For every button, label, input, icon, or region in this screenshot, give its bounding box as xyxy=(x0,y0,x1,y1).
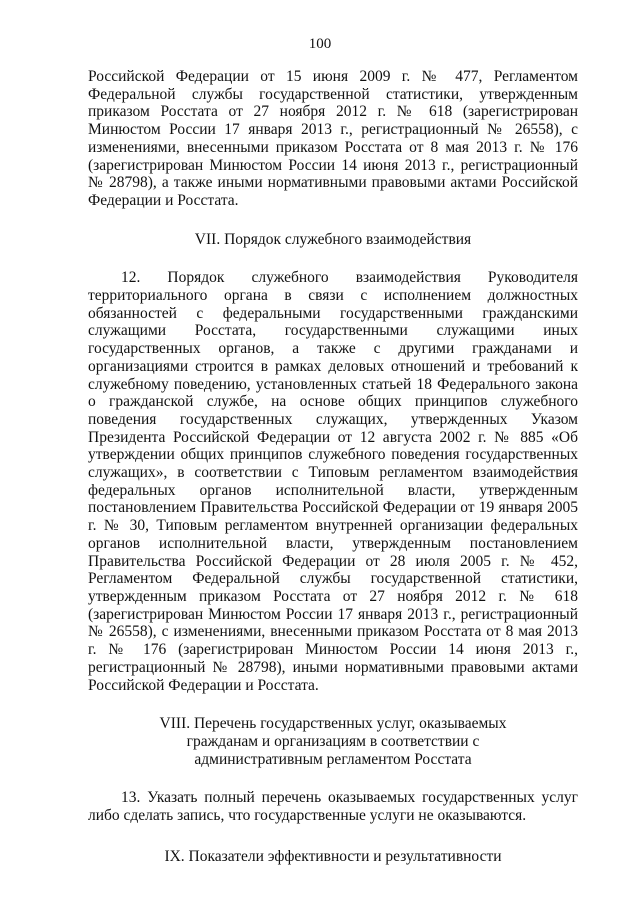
paragraph-12: 12. Порядок служебного взаимодействия Руководителя территориального органа в связи с исполнением должностных обязанностей с федеральными государственными гражданскими служащими Росстата, государственными служащими иных государственных органов, а также с другими гражданами и организациями строится в рамках деловых отношений и требований к служебному поведению, установленных статьей 18 Федерального закона о гражданской службе, на основе общих принципов служебного поведения государственных служащих, утвержденных Указом Президента Российской Федерации от 12 августа 2002 г. № 885 «Об утверждении общих принципов служебного поведения государственных служащих», в соответствии с Типовым регламентом взаимодействия федеральных органов исполнительной власти, утвержденным постановлением Правительства Российской Федерации от 19 января 2005 г. № 30, Типовым регламентом внутренней организации федеральных органов исполнительной власти, утвержденным постановлением Правительства Российской Федерации от 28 июля 2005 г. № 452, Регламентом Федеральной службы государственной статистики, утвержденным приказом Росстата от 27 ноября 2012 г. № 618 (зарегистрирован Минюстом России 17 января 2013 г., регистрационный № 26558), с изменениями, внесенными приказом Росстата от 8 мая 2013 г. № 176 (зарегистрирован Минюстом России 14 июня 2013 г., регистрационный № 28798), иными нормативными правовыми актами Российской Федерации и Росстата. xyxy=(88,269,578,694)
page-number: 100 xyxy=(308,36,332,52)
section-viii-heading: VIII. Перечень государственных услуг, оказываемых гражданам и организациям в соответствии с административным регламентом Росстата xyxy=(159,715,507,768)
section-vii-heading: VII. Порядок служебного взаимодействия xyxy=(194,230,472,248)
paragraph-13: 13. Указать полный перечень оказываемых государственных услуг либо сделать запись, что государственные услуги не оказываются. xyxy=(88,789,578,825)
section-ix-heading: IX. Показатели эффективности и результативности xyxy=(164,847,502,865)
document-body xyxy=(88,68,578,865)
continuation-paragraph: Российской Федерации от 15 июня 2009 г. № 477, Регламентом Федеральной службы государственной статистики, утвержденным приказом Росстата от 27 ноября 2012 г. № 618 (зарегистрирован Минюстом России 17 января 2013 г., регистрационный № 26558), с изменениями, внесенными приказом Росстата от 8 мая 2013 г. № 176 (зарегистрирован Минюстом России 14 июня 2013 г., регистрационный № 28798), а также иными нормативными правовыми актами Российской Федерации и Росстата. xyxy=(88,68,578,209)
